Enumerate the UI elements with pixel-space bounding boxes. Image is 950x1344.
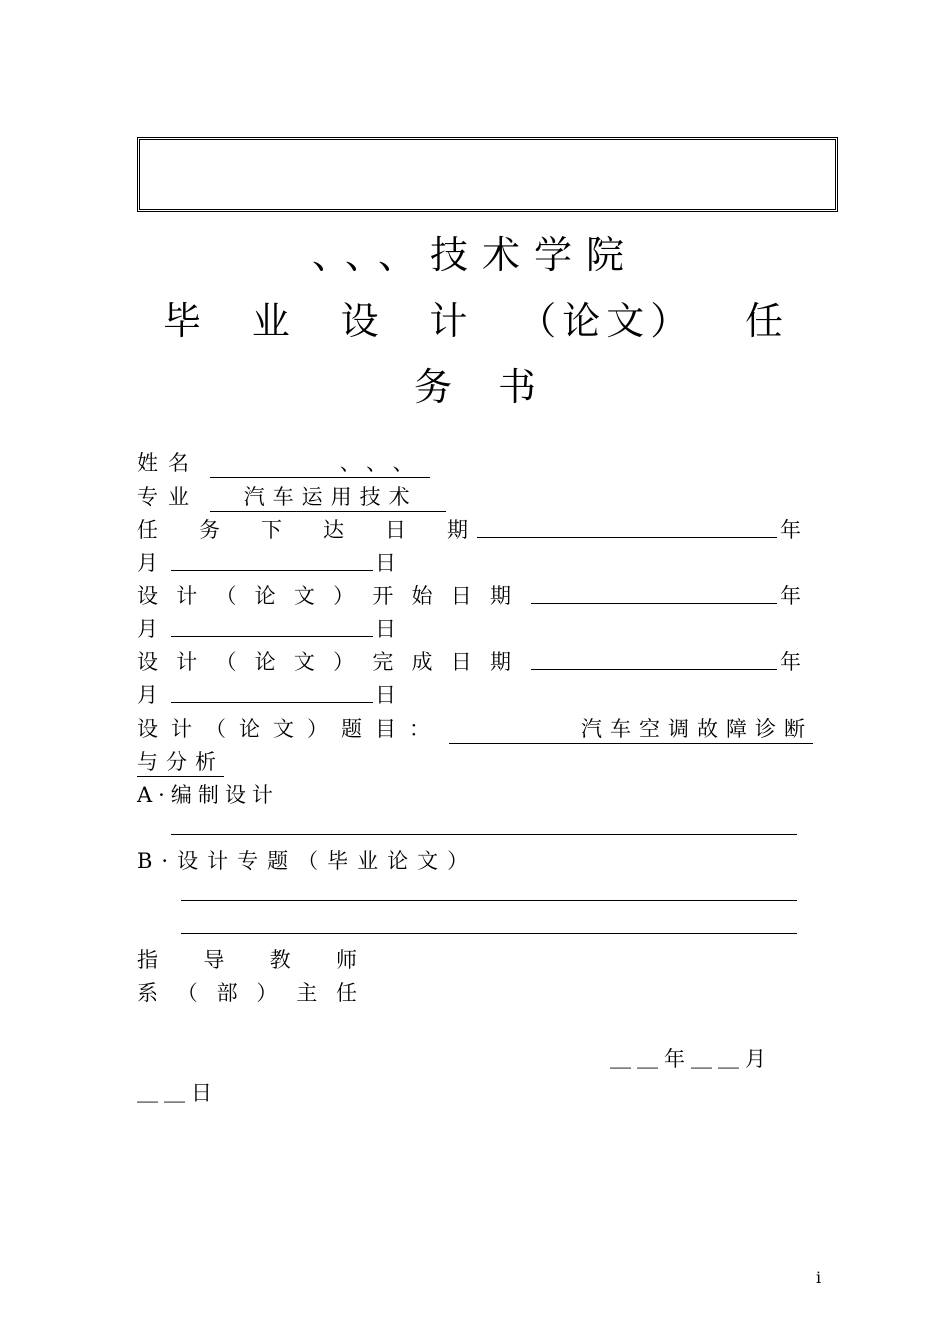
major-label: 专业 [137,485,199,509]
finish-date-label: 设 计 （ 论 文 ） 完 成 日 期 [137,650,515,674]
issue-month-blank[interactable] [171,570,373,571]
month-label: 月 [137,683,162,707]
major-value[interactable]: 汽车运用技术 [210,481,446,512]
topic-label: 设计（论文）题目： [137,717,443,741]
section-b-blank-2[interactable] [181,933,797,934]
day-label: 日 [375,683,400,707]
title-char: 设 [340,299,379,343]
month-label: 月 [137,617,162,641]
day-label: 日 [375,617,400,641]
section-b-label: B·设计专题（毕业论文） [137,849,478,873]
start-year-blank[interactable] [531,603,777,604]
school-name: 、、、技术学院 [311,233,638,277]
sign-date-line1: ＿＿年＿＿月 [610,1047,772,1071]
page-number: i [816,1268,822,1287]
title-char: 计 [429,299,468,343]
start-month-blank[interactable] [171,636,373,637]
dept-head-label: 系 （ 部 ） 主 任 [137,981,361,1005]
advisor-label: 指 导 教 师 [137,948,361,972]
header-box [137,137,838,212]
title-char: 毕 [163,299,202,343]
issue-date-label: 任 务 下 达 日 期 [137,518,472,542]
month-label: 月 [137,551,162,575]
year-label: 年 [780,518,805,542]
name-label: 姓名 [137,451,199,475]
section-b-blank-1[interactable] [181,900,797,901]
finish-month-blank[interactable] [171,702,373,703]
finish-year-blank[interactable] [531,669,777,670]
section-a-label: A·编制设计 [137,783,279,807]
major-row [137,481,446,512]
section-a-blank[interactable] [171,834,797,835]
title-line-3: 务书 [413,365,582,409]
topic-value-line2[interactable]: 与分析 [137,746,224,777]
title-line-2 [163,290,783,345]
title-char: 任 [744,299,783,343]
name-row [137,447,430,478]
year-label: 年 [780,584,805,608]
title-char: （论文） [518,299,695,343]
sign-date-line2: ＿＿日 [137,1081,218,1105]
day-label: 日 [375,551,400,575]
issue-year-blank[interactable] [477,537,777,538]
topic-value-line1[interactable]: 汽车空调故障诊断 [449,713,813,744]
title-char: 业 [251,299,290,343]
name-value[interactable]: 、、、 [210,447,430,478]
start-date-label: 设 计 （ 论 文 ） 开 始 日 期 [137,584,515,608]
year-label: 年 [780,650,805,674]
